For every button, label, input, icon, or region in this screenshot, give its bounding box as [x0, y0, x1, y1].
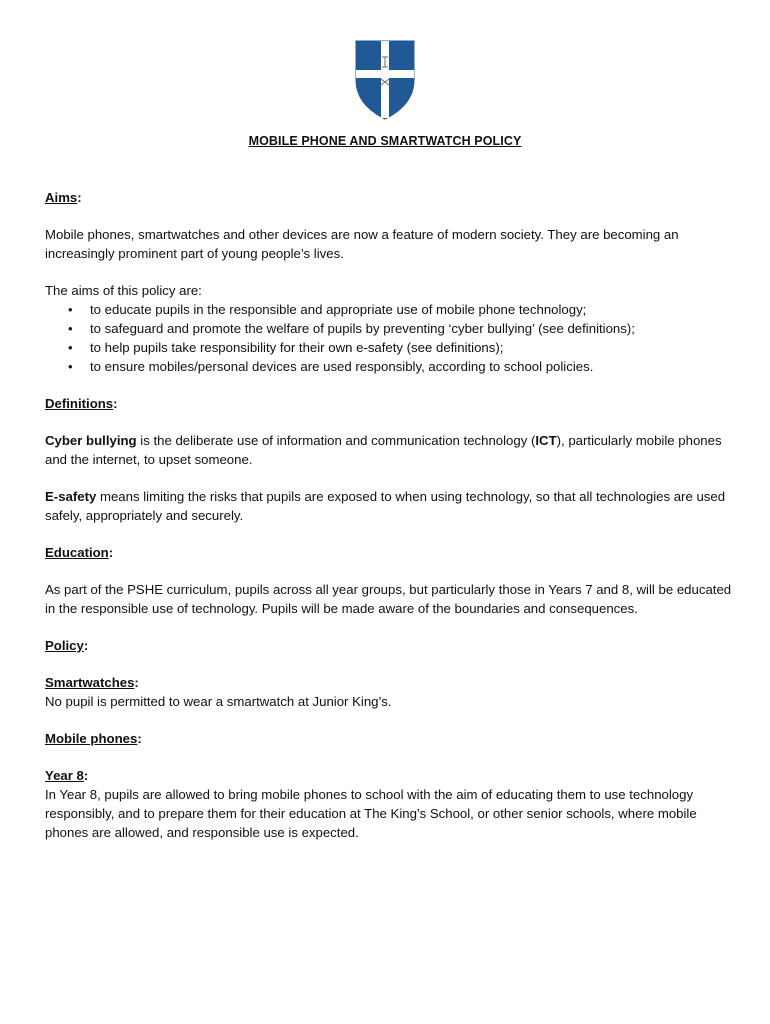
- list-item: • to help pupils take responsibility for their own e-safety (see definitions);: [68, 340, 504, 355]
- esafety-definition: E-safety means limiting the risks that pupils are exposed to when using technology, so that all technologies are used safely, appropriately and securely.: [45, 489, 726, 523]
- document-title: MOBILE PHONE AND SMARTWATCH POLICY: [248, 134, 522, 148]
- education-heading: Education:: [45, 545, 114, 560]
- policy-heading: Policy:: [45, 638, 89, 653]
- document-body: [45, 188, 735, 842]
- definitions-heading: Definitions:: [45, 396, 118, 411]
- list-item: • to educate pupils in the responsible and appropriate use of mobile phone technology;: [68, 302, 587, 317]
- aims-paragraph: Mobile phones, smartwatches and other devices are now a feature of modern society. They are becoming an increasingly prominent part of young people’s lives.: [45, 227, 679, 261]
- cyber-bullying-definition: Cyber bullying is the deliberate use of information and communication technology (ICT), particularly mobile phones and the internet, to upset someone.: [45, 433, 722, 467]
- mobile-phones-heading: Mobile phones:: [45, 731, 142, 746]
- aims-list: [45, 300, 735, 376]
- aims-heading: Aims:: [45, 190, 82, 205]
- school-crest-icon: [355, 40, 415, 120]
- list-item: • to safeguard and promote the welfare of pupils by preventing ‘cyber bullying’ (see definitions);: [68, 321, 635, 336]
- smartwatches-text: No pupil is permitted to wear a smartwatch at Junior King’s.: [45, 694, 392, 709]
- list-item: • to ensure mobiles/personal devices are used responsibly, according to school policies.: [68, 359, 594, 374]
- education-paragraph: As part of the PSHE curriculum, pupils across all year groups, but particularly those in Years 7 and 8, will be educated in the responsible use of technology. Pupils will be made aware of the boundaries and consequences.: [45, 582, 732, 616]
- aims-list-intro: The aims of this policy are:: [45, 283, 202, 298]
- year8-text: In Year 8, pupils are allowed to bring mobile phones to school with the aim of educating them to use technology responsibly, and to prepare them for their education at The King’s School, or other senior schools, where mobile phones are allowed, and responsible use is expected.: [45, 787, 697, 840]
- smartwatches-heading: Smartwatches:: [45, 675, 139, 690]
- year8-heading: Year 8:: [45, 768, 89, 783]
